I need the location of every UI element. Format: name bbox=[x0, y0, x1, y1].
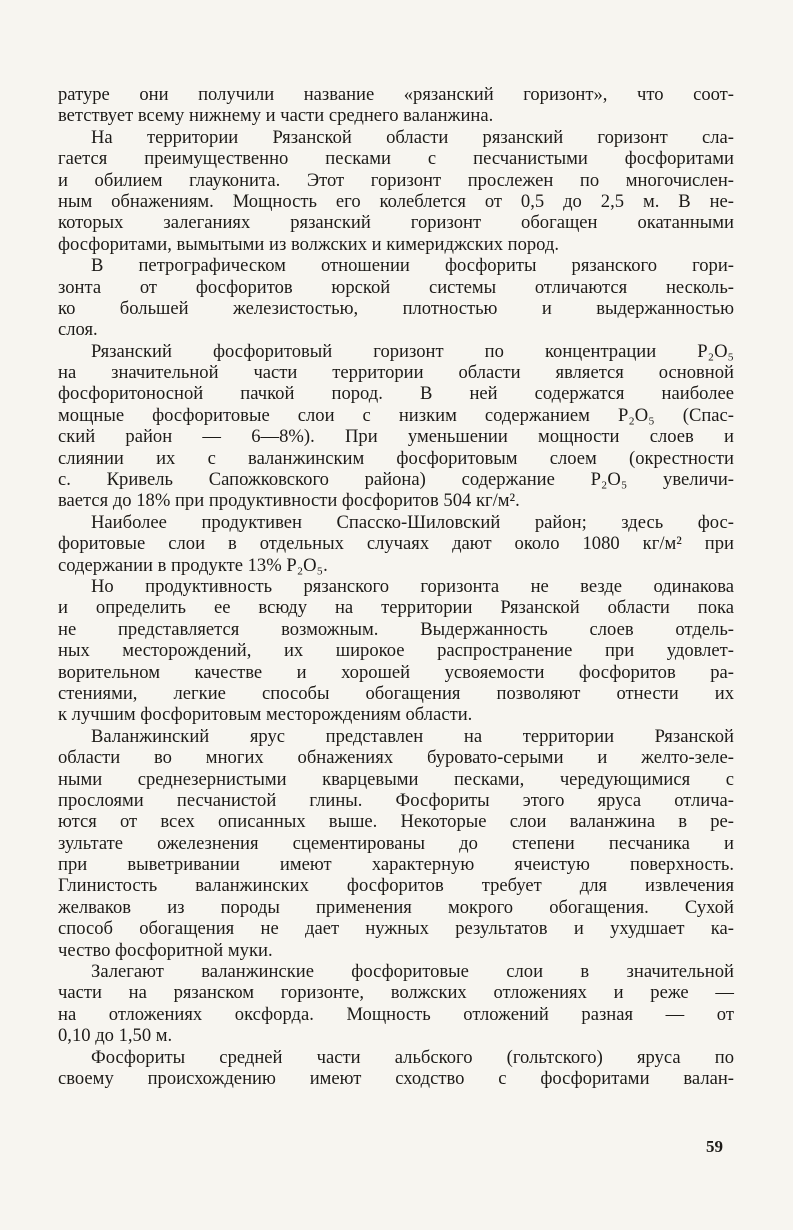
text-line: 0,10 до 1,50 м. bbox=[58, 1025, 173, 1047]
text-line: зультате ожелезнения сцементированы до степени песчаника и bbox=[58, 832, 734, 854]
text-line: при выветривании имеют характерную ячеистую поверхность. bbox=[58, 854, 734, 876]
text-line: части на рязанском горизонте, волжских отложениях и реже — bbox=[58, 982, 734, 1004]
text-line: В петрографическом отношении фосфориты рязанского гори- bbox=[91, 255, 734, 277]
text-line: Но продуктивность рязанского горизонта не везде одинакова bbox=[91, 575, 734, 597]
text-line: ратуре они получили название «рязанский горизонт», что соот- bbox=[58, 84, 734, 105]
text-line: ным обнажениям. Мощность его колеблется от 0,5 до 2,5 м. В не- bbox=[58, 190, 734, 212]
text-line: стениями, легкие способы обогащения позволяют отнести их bbox=[58, 682, 734, 704]
text-line: с. Кривель Сапожковского района) содержание P₂O₅ увеличи- bbox=[58, 469, 734, 491]
page-number: 59 bbox=[706, 1137, 723, 1156]
text-line: Рязанский фосфоритовый горизонт по концентрации P₂O₅ bbox=[91, 340, 734, 362]
text-line: Глинистость валанжинских фосфоритов требует для извлечения bbox=[58, 875, 734, 897]
text-line: зонта от фосфоритов юрской системы отличаются несколь- bbox=[58, 276, 734, 298]
text-line: своему происхождению имеют сходство с фосфоритами валан- bbox=[58, 1067, 734, 1089]
text-line: способ обогащения не дает нужных результатов и ухудшает ка- bbox=[58, 918, 734, 940]
text-line: желваков из породы применения мокрого обогащения. Сухой bbox=[58, 896, 734, 918]
text-line: мощные фосфоритовые слои с низким содержанием P₂O₅ (Спас- bbox=[58, 404, 734, 426]
text-line: и обилием глауконита. Этот горизонт прослежен по многочислен- bbox=[58, 169, 734, 191]
text-line: которых залеганиях рязанский горизонт обогащен окатанными bbox=[58, 212, 734, 234]
text-line: на значительной части территории области является основной bbox=[58, 362, 734, 384]
text-line: ворительном качестве и хорошей усвояемости фосфоритов ра- bbox=[58, 661, 734, 683]
text-line: чество фосфоритной муки. bbox=[58, 939, 273, 961]
text-line: ветствует всему нижнему и части среднего валанжина. bbox=[58, 105, 494, 127]
text-line: ными среднезернистыми кварцевыми песками, чередующимися с bbox=[58, 768, 734, 790]
text-line: ются от всех описанных выше. Некоторые слои валанжина в ре- bbox=[58, 811, 734, 833]
text-line: ных месторождений, их широкое распространение при удовлет- bbox=[58, 640, 734, 662]
text-line: Валанжинский ярус представлен на территории Рязанской bbox=[91, 725, 734, 747]
text-line: слоя. bbox=[58, 319, 98, 341]
text-line: фосфоритоносной пачкой пород. В ней содержатся наиболее bbox=[58, 383, 734, 405]
text-line: прослоями песчанистой глины. Фосфориты этого яруса отлича- bbox=[58, 789, 734, 811]
text-line: Фосфориты средней части альбского (гольтского) яруса по bbox=[91, 1046, 734, 1068]
text-line: вается до 18% при продуктивности фосфоритов 504 кг/м². bbox=[58, 490, 520, 512]
text-line: не представляется возможным. Выдержанность слоев отдель- bbox=[58, 618, 734, 640]
text-line: области во многих обнажениях буровато-серыми и желто-зеле- bbox=[58, 747, 734, 769]
text-line: Наиболее продуктивен Спасско-Шиловский район; здесь фос- bbox=[91, 511, 734, 533]
text-line: гается преимущественно песками с песчанистыми фосфоритами bbox=[58, 148, 734, 170]
body-text bbox=[58, 84, 734, 1089]
text-line: на отложениях оксфорда. Мощность отложений разная — от bbox=[58, 1003, 734, 1025]
text-line: фосфоритами, вымытыми из волжских и кимериджских пород. bbox=[58, 233, 560, 255]
text-line: к лучшим фосфоритовым месторождениям области. bbox=[58, 704, 473, 726]
text-line: содержании в продукте 13% P₂O₅. bbox=[58, 554, 328, 576]
text-line: На территории Рязанской области рязанский горизонт сла- bbox=[91, 126, 734, 148]
text-line: форитовые слои в отдельных случаях дают около 1080 кг/м² при bbox=[58, 533, 734, 555]
text-line: ский район — 6—8%). При уменьшении мощности слоев и bbox=[58, 426, 734, 448]
text-line: и определить ее всюду на территории Рязанской области пока bbox=[58, 597, 734, 619]
text-line: слиянии их с валанжинским фосфоритовым слоем (окрестности bbox=[58, 447, 734, 469]
text-line: ко большей железистостью, плотностью и выдержанностью bbox=[58, 297, 734, 319]
text-line: Залегают валанжинские фосфоритовые слои в значительной bbox=[91, 961, 734, 983]
